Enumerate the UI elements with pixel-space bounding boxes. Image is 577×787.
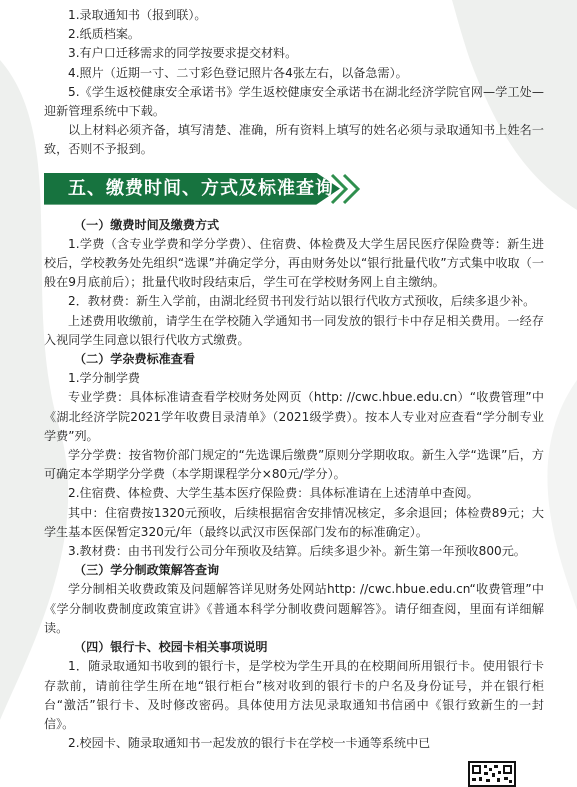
fee-standard-paragraph-3: 学分学费：按省物价部门规定的“先选课后缴费”原则分学期收取。新生入学“选课”后，方可确定本学期学分学费（本学期课程学分×80元/学分）。 [44,448,544,482]
fee-standard-paragraph-6: 3.教材费：由书刊发行公司分年预收及结算。后续多退少补。新生第一年预收800元。 [68,544,526,559]
section-banner [44,173,544,205]
document-body [44,6,544,753]
material-item-3: 3.有户口迁移需求的同学按要求提交材料。 [68,46,298,61]
qr-code-icon [468,761,516,787]
subsection-title-4: （四）银行卡、校园卡相关事项说明 [74,640,268,655]
subsection-title-2: （二）学杂费标准查看 [74,352,195,367]
fee-standard-paragraph-1: 1.学分制学费 [68,371,141,386]
fee-method-paragraph-1: 1.学费（含专业学费和学分学费）、住宿费、体检费及大学生居民医疗保险费等：新生进校后，学校教务处先组织“选课”并确定学分，再由财务处以“银行批量代收”方式集中收取（一般在9月底前后）；批量代收时段结束后，学生可在学校财务网上自主缴纳。 [44,236,544,290]
fee-standard-paragraph-2: 专业学费：具体标准请查看学校财务处网页（http: //cwc.hbue.edu.cn）“收费管理”中《湖北经济学院2021学年收费目录清单》（2021级学费）。按本人专业对应查看“学分制专业学费”列。 [44,390,544,443]
credit-policy-paragraph: 学分制相关收费政策及问题解答详见财务处网站http: //cwc.hbue.edu.cn“收费管理”中《学分制收费制度政策宣讲》《普通本科学分制收费问题解答》。请仔细查阅，里面有详细解读。 [44,582,544,635]
materials-note: 以上材料必须齐备，填写清楚、准确，所有资料上填写的姓名必须与录取通知书上姓名一致，否则不予报到。 [44,123,544,157]
bank-card-paragraph-1: 1．随录取通知书收到的银行卡，是学校为学生开具的在校期间所用银行卡。使用银行卡存款前，请前往学生所在地“银行柜台”核对收到的银行卡的户名及身份证号，并在银行柜台“激活”银行卡、及时修改密码。具体使用方法见录取通知书信函中《银行致新生的一封信》。 [44,659,544,731]
material-item-4: 4.照片（近期一寸、二寸彩色登记照片各4张左右，以备急需）。 [68,65,408,80]
fee-standard-paragraph-4: 2.住宿费、体检费、大学生基本医疗保险费：具体标准请在上述清单中查阅。 [68,486,479,501]
fee-standard-paragraph-5: 其中：住宿费按1320元预收，后续根据宿舍安排情况核定，多余退回；体检费89元；大学生基本医保暂定320元/年（最终以武汉市医保部门发布的标准确定）。 [44,505,544,539]
bank-card-paragraph-2: 2.校园卡、随录取通知书一起发放的银行卡在学校一卡通等系统中已 [68,736,431,751]
fee-method-paragraph-3: 上述费用收缴前，请学生在学校随入学通知书一同发放的银行卡中存足相关费用。一经存入视同学生同意以银行代收方式缴费。 [44,313,544,347]
section-title: 五、缴费时间、方式及标准查询 [68,177,334,199]
subsection-title-1: （一）缴费时间及缴费方式 [74,217,220,232]
material-item-2: 2.纸质档案。 [68,27,141,42]
fee-method-paragraph-2: 2．教材费：新生入学前，由湖北经贸书刊发行站以银行代收方式预收，后续多退少补。 [68,294,536,309]
material-item-5: 5.《学生返校健康安全承诺书》学生返校健康安全承诺书在湖北经济学院官网—学工处—迎新管理系统中下载。 [44,84,544,119]
subsection-title-3: （三）学分制政策解答查询 [74,563,220,578]
chevron-right-icon [328,173,368,205]
material-item-1: 1.录取通知书（报到联）。 [68,8,207,22]
